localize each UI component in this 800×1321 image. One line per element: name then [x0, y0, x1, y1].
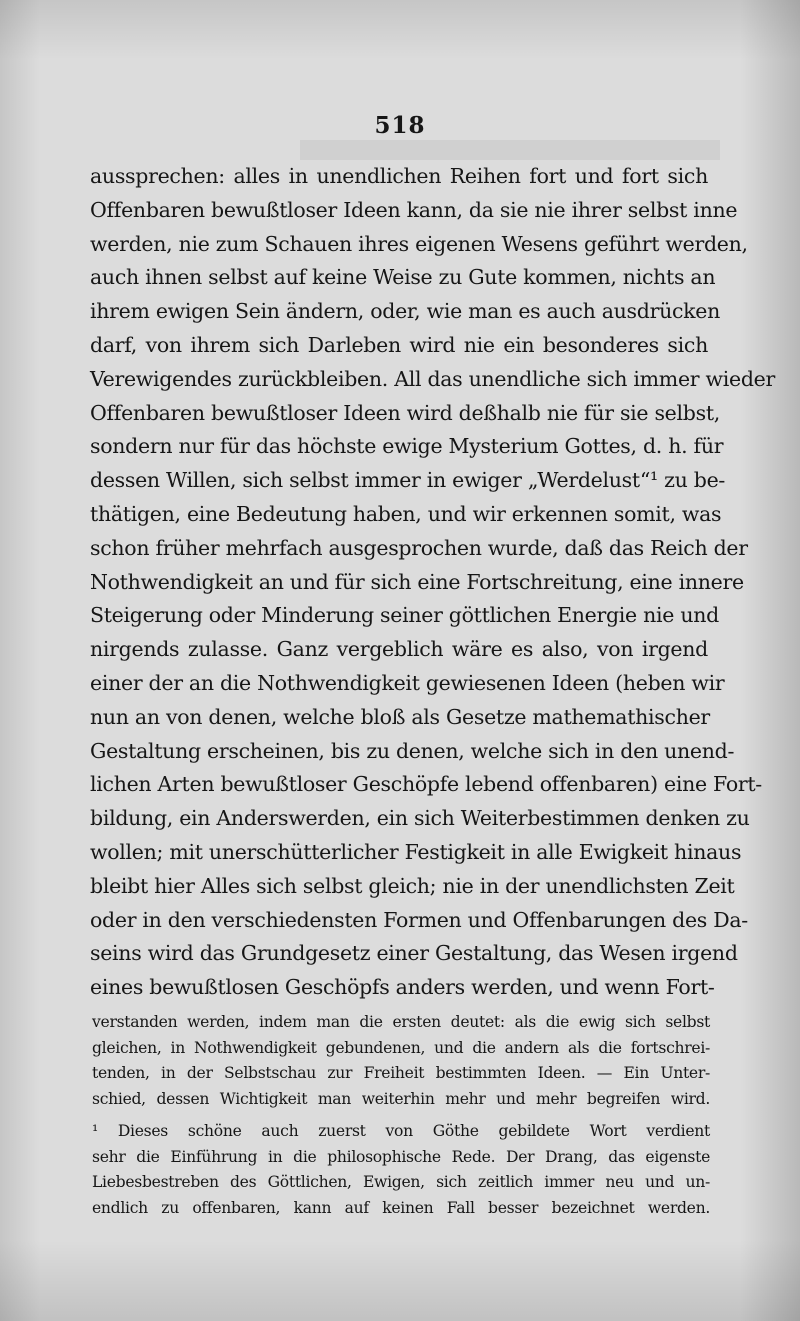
- text-line: bleibt hier Alles sich selbst gleich; nie in der unendlichsten Zeit: [90, 873, 735, 898]
- text-line: sondern nur für das höchste ewige Mysterium Gottes, d. h. für: [90, 434, 724, 459]
- text-line: eines bewußtlosen Geschöpfs anders werden, und wenn Fort-: [90, 975, 715, 1000]
- text-line: Offenbaren bewußtloser Ideen wird deßhalb nie für sie selbst,: [90, 400, 720, 425]
- text-line: lichen Arten bewußtloser Geschöpfe lebend offenbaren) eine Fort-: [90, 772, 762, 797]
- footnote-line: endlich zu offenbaren, kann auf keinen Fall besser bezeichnet werden.: [92, 1198, 710, 1217]
- footnote-line: tenden, in der Selbstschau zur Freiheit bestimmten Ideen. — Ein Unter-: [92, 1064, 710, 1082]
- bleed-through-shadow: [300, 140, 720, 160]
- text-line: oder in den verschiedensten Formen und Offenbarungen des Da-: [90, 907, 748, 932]
- text-line: thätigen, eine Bedeutung haben, und wir erkennen somit, was: [90, 501, 722, 526]
- text-line: seins wird das Grundgesetz einer Gestaltung, das Wesen irgend: [90, 941, 738, 966]
- footnote-line: ¹ Dieses schöne auch zuerst von Göthe gebildete Wort verdient: [92, 1122, 710, 1140]
- footnote-line: verstanden werden, indem man die ersten deutet: als die ewig sich selbst: [92, 1013, 710, 1031]
- text-line: nun an von denen, welche bloß als Gesetze mathemathischer: [90, 704, 710, 729]
- page-number: 518: [374, 112, 426, 139]
- text-line: Steigerung oder Minderung seiner göttlichen Energie nie und: [90, 603, 719, 628]
- main-text-block: [90, 160, 775, 1005]
- footnote-line: Liebesbestreben des Göttlichen, Ewigen, sich zeitlich immer neu und un-: [92, 1173, 710, 1191]
- footnote-line: sehr die Einführung in die philosophische Rede. Der Drang, das eigenste: [92, 1147, 710, 1166]
- text-line: aussprechen: alles in unendlichen Reihen fort und fort sich: [90, 164, 708, 188]
- text-line: auch ihnen selbst auf keine Weise zu Gute kommen, nichts an: [90, 265, 716, 290]
- text-line: dessen Willen, sich selbst immer in ewiger „Werdelust“¹ zu be-: [90, 468, 726, 493]
- text-line: Verewigendes zurückbleiben. All das unendliche sich immer wieder: [90, 366, 775, 391]
- text-line: darf, von ihrem sich Darleben wird nie ein besonderes sich: [90, 332, 708, 357]
- footnote-1: [92, 1119, 710, 1221]
- text-line: nirgends zulasse. Ganz vergeblich wäre es also, von irgend: [90, 637, 708, 662]
- text-line: Offenbaren bewußtloser Ideen kann, da sie nie ihrer selbst inne: [90, 197, 738, 222]
- text-line: schon früher mehrfach ausgesprochen wurde, daß das Reich der: [90, 535, 748, 560]
- text-line: einer der an die Nothwendigkeit gewiesenen Ideen (heben wir: [90, 670, 725, 695]
- text-line: werden, nie zum Schauen ihres eigenen Wesens geführt werden,: [90, 231, 748, 256]
- footnote-line: schied, dessen Wichtigkeit man weiterhin mehr und mehr begreifen wird.: [92, 1089, 710, 1108]
- footnote-line: gleichen, in Nothwendigkeit gebundenen, und die andern als die fortschrei-: [92, 1038, 710, 1057]
- text-line: Nothwendigkeit an und für sich eine Fortschreitung, eine innere: [90, 569, 744, 594]
- footnote-continuation: [92, 1010, 710, 1112]
- text-line: wollen; mit unerschütterlicher Festigkeit in alle Ewigkeit hinaus: [90, 839, 742, 864]
- text-line: Gestaltung erscheinen, bis zu denen, welche sich in den unend-: [90, 738, 735, 763]
- text-line: bildung, ein Anderswerden, ein sich Weiterbestimmen denken zu: [90, 806, 750, 831]
- text-line: ihrem ewigen Sein ändern, oder, wie man es auch ausdrücken: [90, 299, 721, 324]
